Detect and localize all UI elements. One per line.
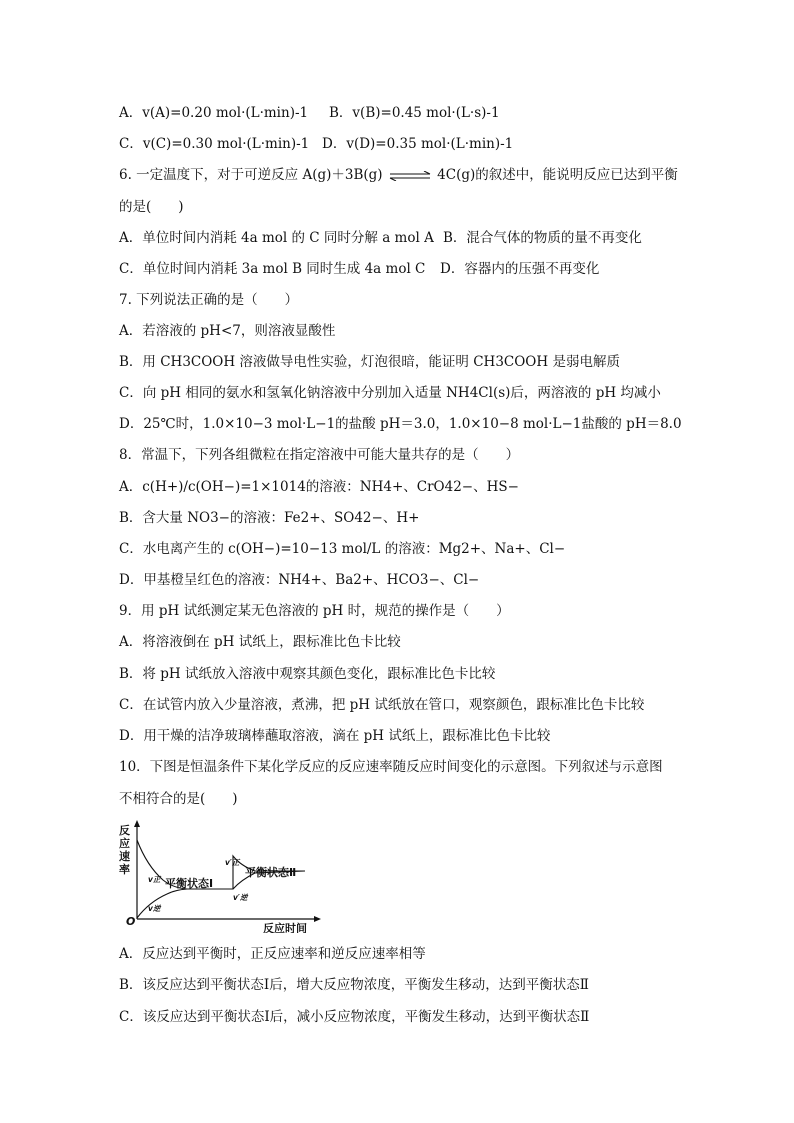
q6-option-a: A．单位时间内消耗 4a mol 的 C 同时分解 a mol A (119, 230, 434, 246)
q7-option-b: B．用 CH3COOH 溶液做导电性实验，灯泡很暗，能证明 CH3COOH 是弱电解质 (119, 354, 620, 370)
q6-option-c: C．单位时间内消耗 3a mol B 同时生成 4a mol C (119, 261, 426, 277)
q9-option-d: D．用干燥的洁净玻璃棒蘸取溶液，滴在 pH 试纸上，跟标准比色卡比较 (119, 728, 551, 744)
q6-stem-part2: 4C(g)的叙述中，能说明反应已达到平衡 (437, 167, 678, 183)
q6-option-b: B．混合气体的物质的量不再变化 (443, 230, 642, 246)
y-axis-arrow-icon (134, 820, 140, 827)
origin-label: O (126, 915, 136, 928)
q10-stem-line2: 不相符合的是( ) (119, 791, 238, 807)
q7-option-a: A．若溶液的 pH<7，则溶液显酸性 (119, 323, 336, 339)
y-axis-label-1: 反 (119, 824, 130, 837)
q5-option-d: D．v(D)=0.35 mol·(L·min)-1 (322, 136, 514, 152)
q7-option-d: D．25℃时，1.0×10−3 mol·L−1的盐酸 pH＝3.0，1.0×10−8 mol·L−1盐酸的 pH＝8.0 (119, 416, 682, 432)
q6-stem (119, 166, 678, 184)
y-axis-label-3: 速 (119, 850, 130, 863)
q10-option-a: A．反应达到平衡时，正反应速率和逆反应速率相等 (119, 946, 426, 962)
q8-option-a: A．c(H+)/c(OH−)=1×1014的溶液：NH4+、CrO42−、HS− (119, 479, 519, 495)
forward-rate-curve (137, 840, 305, 889)
q9-option-b: B．将 pH 试纸放入溶液中观察其颜色变化，跟标准比色卡比较 (119, 666, 496, 682)
v-forward-label: v正 (148, 875, 161, 884)
equilibrium-arrow-icon (388, 171, 432, 181)
q7-stem: 7. 下列说法正确的是（ ） (119, 292, 299, 308)
q8-option-c: C．水电离产生的 c(OH−)=10−13 mol/L 的溶液：Mg2+、Na+、Cl− (119, 541, 566, 557)
q8-option-b: B．含大量 NO3−的溶液：Fe2+、SO42−、H+ (119, 510, 420, 526)
q5-option-a: A．v(A)=0.20 mol·(L·min)-1 (119, 105, 309, 121)
v-reverse-prime-label: v′逆 (233, 893, 248, 902)
q8-stem: 8．常温下，下列各组微粒在指定溶液中可能大量共存的是（ ） (119, 447, 520, 463)
y-axis-label-4: 率 (119, 863, 130, 876)
q7-option-c: C．向 pH 相同的氨水和氢氧化钠溶液中分别加入适量 NH4Cl(s)后，两溶液的 pH 均减小 (119, 385, 661, 401)
q9-option-c: C．在试管内放入少量溶液，煮沸，把 pH 试纸放在管口，观察颜色，跟标准比色卡比较 (119, 697, 645, 713)
q10-option-b: B．该反应达到平衡状态Ⅰ后，增大反应物浓度，平衡发生移动，达到平衡状态Ⅱ (119, 977, 589, 993)
x-axis-label: 反应时间 (263, 922, 307, 933)
q10-stem-line1: 10．下图是恒温条件下某化学反应的反应速率随反应时间变化的示意图。下列叙述与示意图 (119, 759, 663, 775)
reaction-rate-diagram (115, 818, 325, 933)
q6-stem-line2: 的是( ) (119, 199, 184, 215)
q5-option-c: C．v(C)=0.30 mol·(L·min)-1 (119, 136, 310, 152)
y-axis-label-2: 应 (119, 837, 130, 850)
v-reverse-label: v逆 (148, 904, 161, 913)
v-forward-prime-label: v′正 (225, 858, 240, 867)
q9-stem: 9．用 pH 试纸测定某无色溶液的 pH 时，规范的操作是（ ） (119, 603, 510, 619)
q9-option-a: A．将溶液倒在 pH 试纸上，跟标准比色卡比较 (119, 634, 401, 650)
x-axis-arrow-icon (314, 916, 321, 922)
q6-option-d: D．容器内的压强不再变化 (440, 261, 600, 277)
q8-option-d: D．甲基橙呈红色的溶液：NH4+、Ba2+、HCO3−、Cl− (119, 572, 480, 588)
q10-option-c: C．该反应达到平衡状态Ⅰ后，减小反应物浓度，平衡发生移动，达到平衡状态Ⅱ (119, 1009, 590, 1025)
q5-option-b: B．v(B)=0.45 mol·(L·s)-1 (329, 105, 500, 121)
q6-stem-part1: 6. 一定温度下，对于可逆反应 A(g)＋3B(g) (119, 167, 383, 183)
state2-label: 平衡状态Ⅱ (245, 866, 297, 879)
state1-label: 平衡状态Ⅰ (165, 877, 214, 890)
